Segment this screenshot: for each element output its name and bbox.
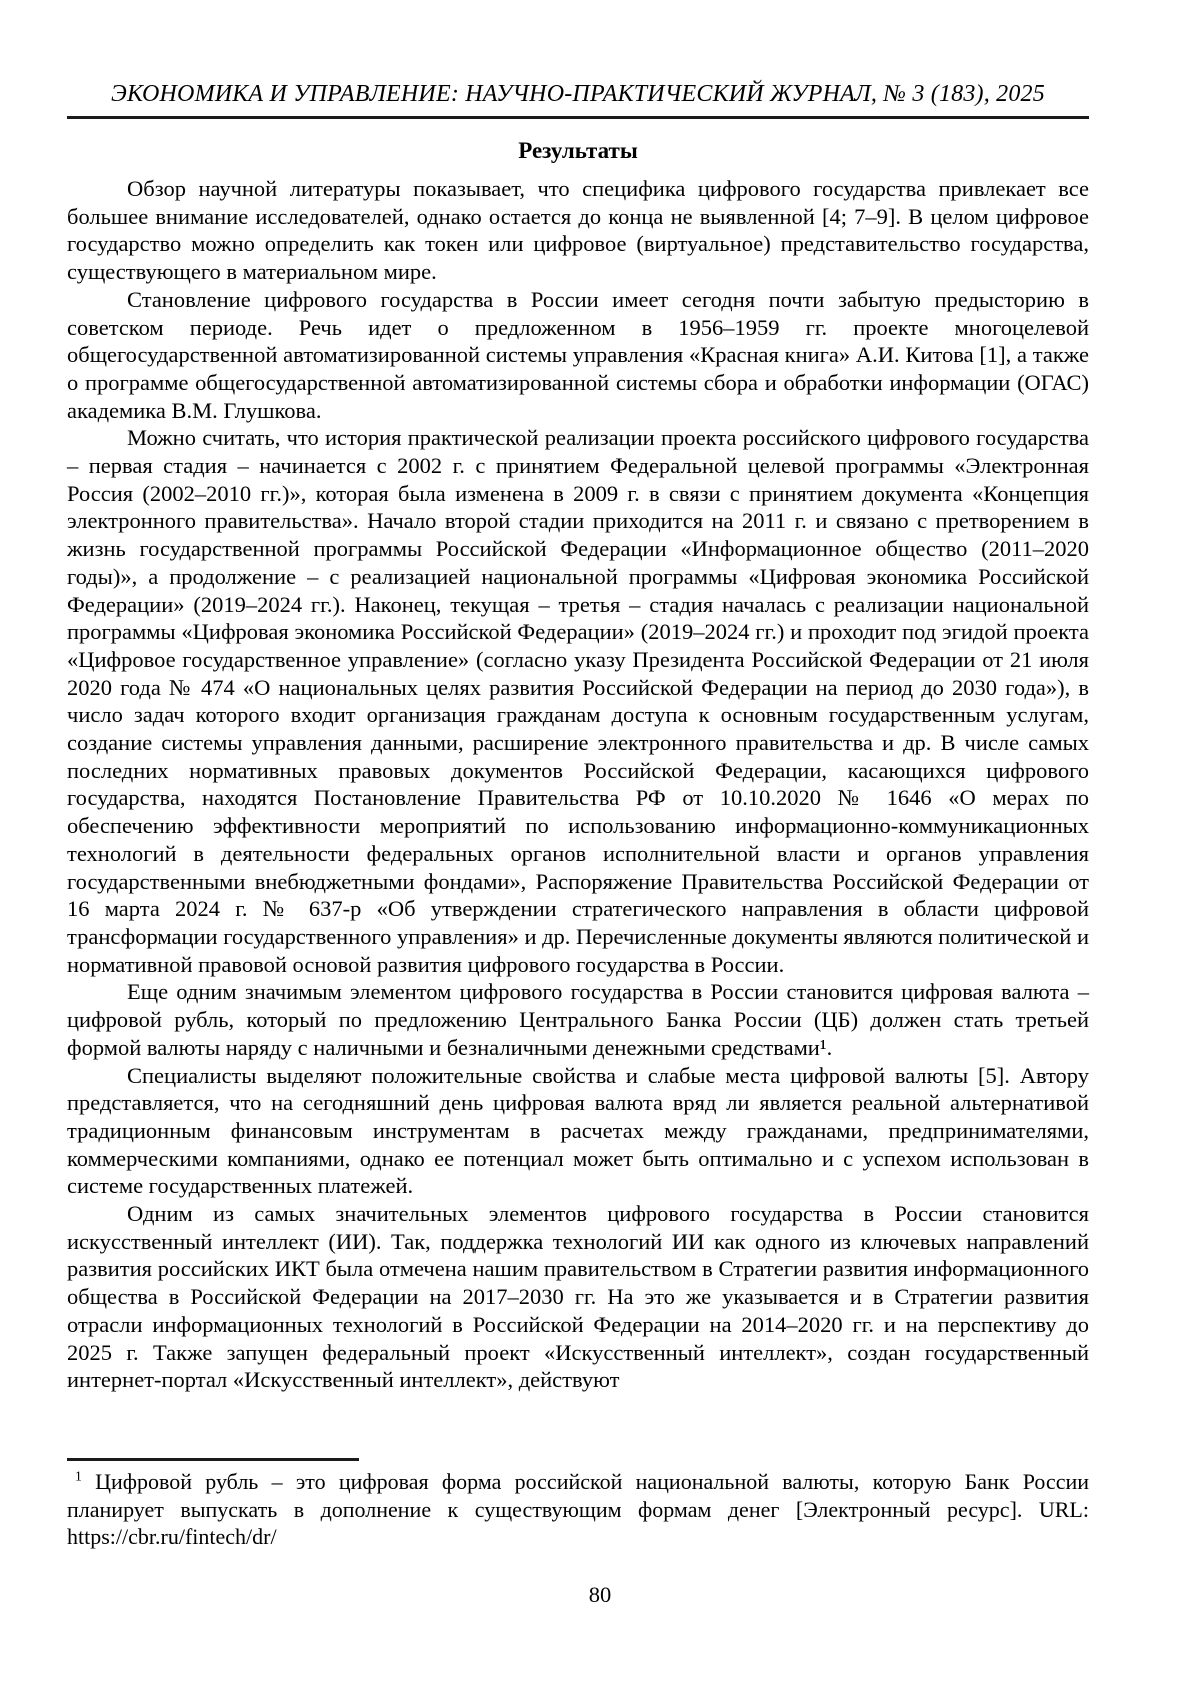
paragraph-soviet-prehistory: Становление цифрового государства в России имеет сегодня почти забытую предысторию в советском периоде. Речь идет о предложенном в 1956–1959 гг. проекте многоцелевой общегосударственной автоматизированной системы управления «Красная книга» А.И. Китова [1], а также о программе общегосударственной автоматизированной системы сбора и обработки информации (ОГАС) академика В.М. Глушкова. bbox=[67, 286, 1089, 423]
page-number: 80 bbox=[588, 1582, 612, 1607]
paragraph-digital-currency: Еще одним значимым элементом цифрового государства в России становится цифровая валюта – цифровой рубль, который по предложению Центрального Банка России (ЦБ) должен стать третьей формой валюты наряду с наличными и безналичными денежными средствами¹. bbox=[67, 979, 1089, 1060]
header-rule bbox=[67, 116, 1089, 119]
footnote-rule bbox=[67, 1458, 359, 1461]
paragraph-three-stages: Можно считать, что история практической реализации проекта российского цифрового государства – первая стадия – начинается с 2002 г. с принятием Федеральной целевой программы «Электронная Россия (2002–2010 гг.)», которая была изменена в 2009 г. в связи с принятием документа «Концепция электронного правительства». Начало второй стадии приходится на 2011 г. и связано с претворением в жизнь государственной программы Российской Федерации «Информационное общество (2011–2020 годы)», а продолжение – с реализацией национальной программы «Цифровая экономика Российской Федерации» (2019–2024 гг.). Наконец, текущая – третья – стадия началась с реализации национальной программы «Цифровая экономика Российской Федерации» (2019–2024 гг.) и проходит под эгидой проекта «Цифровое государственное управление» (согласно указу Президента Российской Федерации от 21 июля 2020 года № 474 «О национальных целях развития Российской Федерации на период до 2030 года»), в число задач которого входит организация гражданам доступа к основным государственным услугам, создание системы управления данными, расширение электронного правительства и др. В числе самых последних нормативных правовых документов Российской Федерации, касающихся цифрового государства, находятся Постановление Правительства РФ от 10.10.2020 № 1646 «О мерах по обеспечению эффективности мероприятий по использованию информационно-коммуникационных технологий в деятельности федеральных органов исполнительной власти и органов управления государственными внебюджетными фондами», Распоряжение Правительства Российской Федерации от 16 марта 2024 г. № 637-р «Об утверждении стратегического направления в области цифровой трансформации государственного управления» и др. Перечисленные документы являются политической и нормативной правовой основой развития цифрового государства в России. bbox=[67, 425, 1090, 977]
section-title: Результаты bbox=[518, 138, 638, 163]
footnote-block bbox=[67, 1458, 1089, 1551]
journal-running-head: ЭКОНОМИКА И УПРАВЛЕНИЕ: НАУЧНО-ПРАКТИЧЕСКИЙ ЖУРНАЛ, № 3 (183), 2025 bbox=[111, 81, 1045, 107]
paragraph-currency-assessment: Специалисты выделяют положительные свойства и слабые места цифровой валюты [5]. Автору представляется, что на сегодняшний день цифровая валюта вряд ли является реальной альтернативой традиционным финансовым инструментам в расчетах между гражданами, предпринимателями, коммерческими компаниями, однако ее потенциал может быть оптимально и с успехом использован в системе государственных платежей. bbox=[67, 1062, 1089, 1199]
footnote-marker: 1 bbox=[75, 1468, 82, 1484]
footnote bbox=[67, 1468, 1089, 1551]
paragraph-overview: Обзор научной литературы показывает, что специфика цифрового государства привлекает все большее внимание исследователей, однако остается до конца не выявленной [4; 7–9]. В целом цифровое государство можно определить как токен или цифровое (виртуальное) представительство государства, существующего в материальном мире. bbox=[67, 176, 1089, 285]
paragraph-artificial-intelligence: Одним из самых значительных элементов цифрового государства в России становится искусственный интеллект (ИИ). Так, поддержка технологий ИИ как одного из ключевых направлений развития российских ИКТ была отмечена нашим правительством в Стратегии развития информационного общества в Российской Федерации на 2017–2030 гг. На это же указывается и в Стратегии развития отрасли информационных технологий в Российской Федерации на 2014–2020 гг. и на перспективу до 2025 г. Также запущен федеральный проект «Искусственный интеллект», создан государственный интернет-портал «Искусственный интеллект», действуют bbox=[67, 1201, 1089, 1393]
footnote-text: Цифровой рубль – это цифровая форма российской национальной валюты, которую Банк России планирует выпускать в дополнение к существующим формам денег [Электронный ресурс]. URL: https://cbr.ru/fintech/dr/ bbox=[67, 1469, 1090, 1549]
article-body bbox=[67, 175, 1089, 1394]
